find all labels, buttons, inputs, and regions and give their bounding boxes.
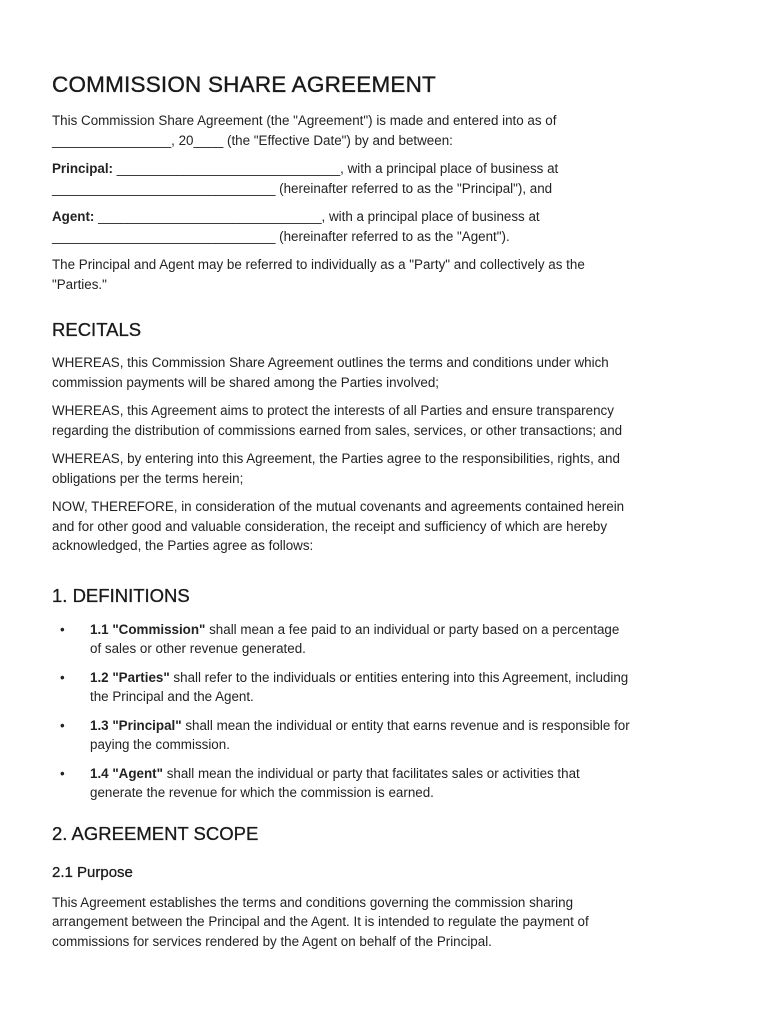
recital-2-line-1: WHEREAS, this Agreement aims to protect the interests of all Parties and ensure transparency bbox=[52, 403, 614, 418]
parties-paragraph bbox=[52, 255, 720, 294]
recital-paragraph-4 bbox=[52, 497, 720, 556]
recital-paragraph-3 bbox=[52, 449, 720, 488]
purpose-subheading: 2.1 Purpose bbox=[52, 863, 133, 881]
recital-4-line-1: NOW, THEREFORE, in consideration of the mutual covenants and agreements contained herein bbox=[52, 499, 625, 514]
recital-3-line-1: WHEREAS, by entering into this Agreement, the Parties agree to the responsibilities, rights, and bbox=[52, 451, 620, 466]
list-item bbox=[52, 764, 720, 803]
definition-text: shall mean the individual or party that facilitates sales or activities that bbox=[162, 765, 580, 781]
scope-heading: 2. AGREEMENT SCOPE bbox=[52, 822, 259, 844]
principal-label: Principal: bbox=[52, 161, 114, 176]
recital-paragraph-1 bbox=[52, 353, 720, 392]
agent-label: Agent: bbox=[52, 209, 95, 224]
intro-line-2: ________________, 20____ (the "Effective Date") by and between: bbox=[52, 132, 453, 148]
definition-term: 1.1 "Commission" bbox=[90, 621, 206, 637]
recital-1-line-1: WHEREAS, this Commission Share Agreement outlines the terms and conditions under which bbox=[52, 355, 609, 370]
bullet-icon: • bbox=[60, 765, 65, 781]
agent-line-2: ______________________________ (hereinafter referred to as the "Agent"). bbox=[52, 228, 510, 244]
recital-paragraph-2 bbox=[52, 401, 720, 440]
definition-term: 1.3 "Principal" bbox=[90, 717, 182, 733]
definition-text-cont: paying the commission. bbox=[90, 737, 230, 752]
document-page bbox=[52, 72, 720, 960]
list-item bbox=[52, 668, 720, 707]
purpose-line-2: arrangement between the Principal and the Agent. It is intended to regulate the payment of bbox=[52, 914, 589, 929]
recitals-heading: RECITALS bbox=[52, 319, 142, 340]
parties-line-2: "Parties." bbox=[52, 276, 107, 292]
intro-paragraph bbox=[52, 111, 720, 150]
bullet-icon: • bbox=[60, 669, 65, 685]
parties-line-1: The Principal and Agent may be referred to individually as a "Party" and collectively as the bbox=[52, 257, 585, 272]
definition-term: 1.4 "Agent" bbox=[90, 765, 163, 781]
list-item bbox=[52, 716, 720, 755]
definition-text-cont: generate the revenue for which the commission is earned. bbox=[90, 785, 434, 800]
recital-2-line-2: regarding the distribution of commissions earned from sales, services, or other transactions; and bbox=[52, 422, 623, 438]
principal-line-2: ______________________________ (hereinafter referred to as the "Principal"), and bbox=[52, 180, 553, 196]
bullet-icon: • bbox=[60, 717, 65, 733]
recital-3-line-2: obligations per the terms herein; bbox=[52, 470, 244, 486]
definition-text: shall refer to the individuals or entities entering into this Agreement, including bbox=[169, 669, 629, 685]
principal-line-1: ______________________________, with a principal place of business at bbox=[113, 161, 559, 176]
definitions-heading: 1. DEFINITIONS bbox=[52, 584, 190, 606]
recital-4-line-3: acknowledged, the Parties agree as follows: bbox=[52, 538, 314, 553]
definition-text: shall mean a fee paid to an individual or party based on a percentage bbox=[205, 621, 620, 637]
purpose-line-1: This Agreement establishes the terms and conditions governing the commission sharing bbox=[52, 894, 574, 910]
list-item bbox=[52, 620, 720, 659]
definition-text-cont: of sales or other revenue generated. bbox=[90, 641, 306, 656]
agent-paragraph bbox=[52, 207, 720, 246]
purpose-paragraph bbox=[52, 893, 720, 952]
recital-1-line-2: commission payments will be shared among the Parties involved; bbox=[52, 374, 440, 390]
principal-paragraph bbox=[52, 159, 720, 198]
document-title: COMMISSION SHARE AGREEMENT bbox=[52, 72, 436, 97]
definition-term: 1.2 "Parties" bbox=[90, 669, 170, 685]
bullet-icon: • bbox=[60, 621, 65, 637]
intro-line-1: This Commission Share Agreement (the "Agreement") is made and entered into as of bbox=[52, 113, 557, 128]
definition-text-cont: the Principal and the Agent. bbox=[90, 689, 254, 704]
purpose-line-3: commissions for services rendered by the Agent on behalf of the Principal. bbox=[52, 933, 492, 949]
recital-4-line-2: and for other good and valuable consideration, the receipt and sufficiency of which are hereby bbox=[52, 518, 608, 534]
definitions-list bbox=[52, 620, 720, 803]
agent-line-1: ______________________________, with a principal place of business at bbox=[94, 209, 540, 224]
definition-text: shall mean the individual or entity that earns revenue and is responsible for bbox=[181, 717, 630, 733]
